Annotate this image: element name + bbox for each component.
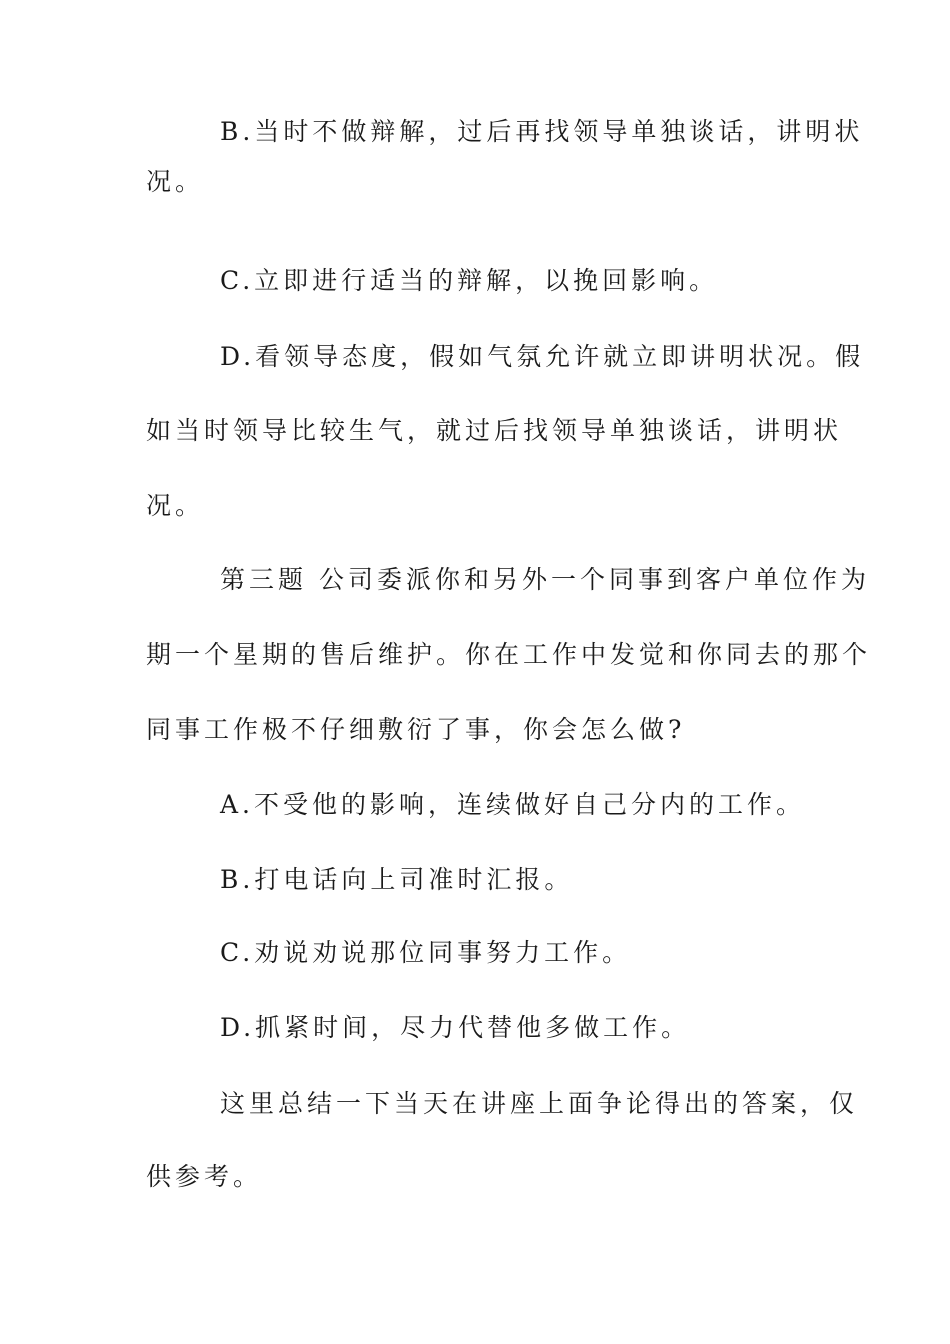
option-d-line-1: D.看领导态度，假如气氛允许就立即讲明状况。假 <box>220 342 865 371</box>
q3-option-d-line: D.抓紧时间，尽力代替他多做工作。 <box>220 1013 691 1042</box>
q3-option-a-line: A.不受他的影响，连续做好自己分内的工作。 <box>220 790 806 819</box>
q3-option-c-line: C.劝说劝说那位同事努力工作。 <box>220 938 632 967</box>
summary-line-1: 这里总结一下当天在讲座上面争论得出的答案，仅 <box>220 1089 859 1118</box>
question-3-line-1: 第三题 公司委派你和另外一个同事到客户单位作为 <box>220 565 870 594</box>
question-3-line-2: 期一个星期的售后维护。你在工作中发觉和你同去的那个 <box>146 640 872 669</box>
summary-line-2: 供参考。 <box>146 1162 263 1191</box>
question-3-line-3: 同事工作极不仔细敷衍了事，你会怎么做? <box>146 715 686 744</box>
option-b-line-2: 况。 <box>146 167 205 196</box>
option-d-line-2: 如当时领导比较生气，就过后找领导单独谈话，讲明状 <box>146 416 843 445</box>
option-b-line-1: B.当时不做辩解，过后再找领导单独谈话，讲明状 <box>220 117 864 146</box>
option-d-line-3: 况。 <box>146 491 205 520</box>
option-c-line: C.立即进行适当的辩解，以挽回影响。 <box>220 266 719 295</box>
q3-option-b-line: B.打电话向上司准时汇报。 <box>220 865 574 894</box>
